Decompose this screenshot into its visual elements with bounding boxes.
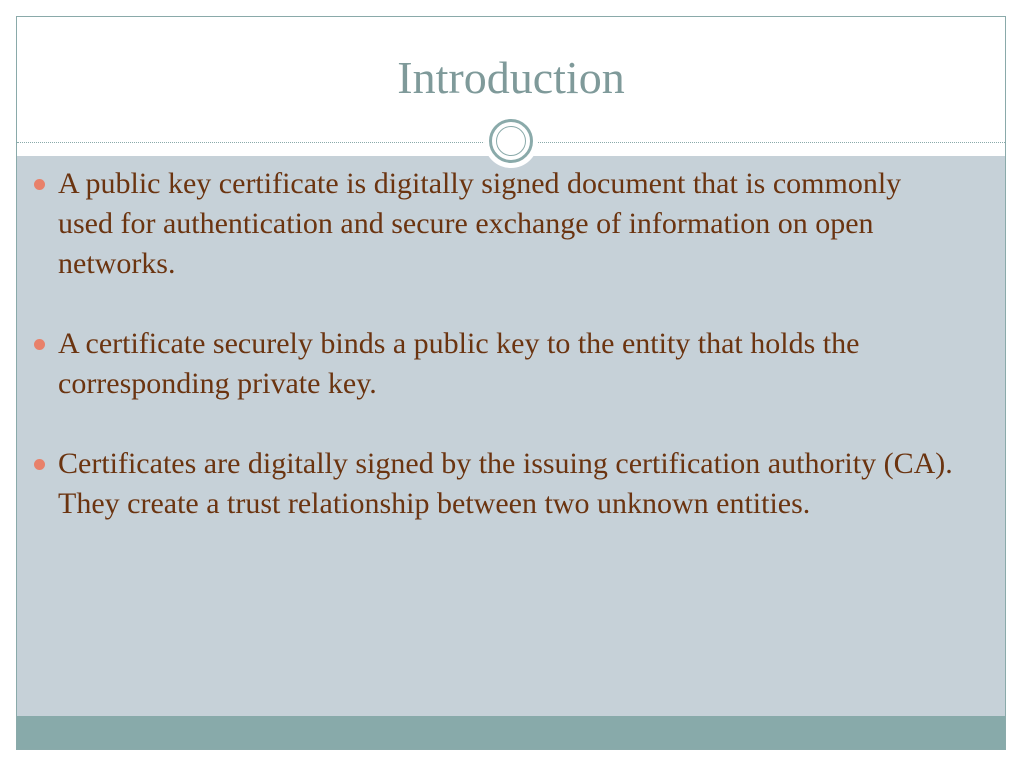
bullet-item — [34, 324, 954, 404]
bullet-item — [34, 444, 954, 524]
bullet-dot-icon — [34, 459, 45, 470]
footer-band — [17, 716, 1005, 750]
bullet-dot-icon — [34, 179, 45, 190]
ornament-inner-ring — [496, 126, 526, 156]
bullet-list — [34, 164, 954, 564]
circle-ornament-icon — [484, 114, 538, 168]
bullet-text: A certificate securely binds a public key to the entity that holds the corresponding private key. — [58, 327, 860, 400]
ornament-ring — [489, 119, 533, 163]
slide-title: Introduction — [397, 52, 625, 103]
bullet-text: Certificates are digitally signed by the issuing certification authority (CA). They create a trust relationship between two unknown entities. — [58, 447, 953, 520]
bullet-dot-icon — [34, 339, 45, 350]
bullet-text: A public key certificate is digitally signed document that is commonly used for authentication and secure exchange of information on open networks. — [58, 167, 902, 280]
bullet-item — [34, 164, 954, 284]
